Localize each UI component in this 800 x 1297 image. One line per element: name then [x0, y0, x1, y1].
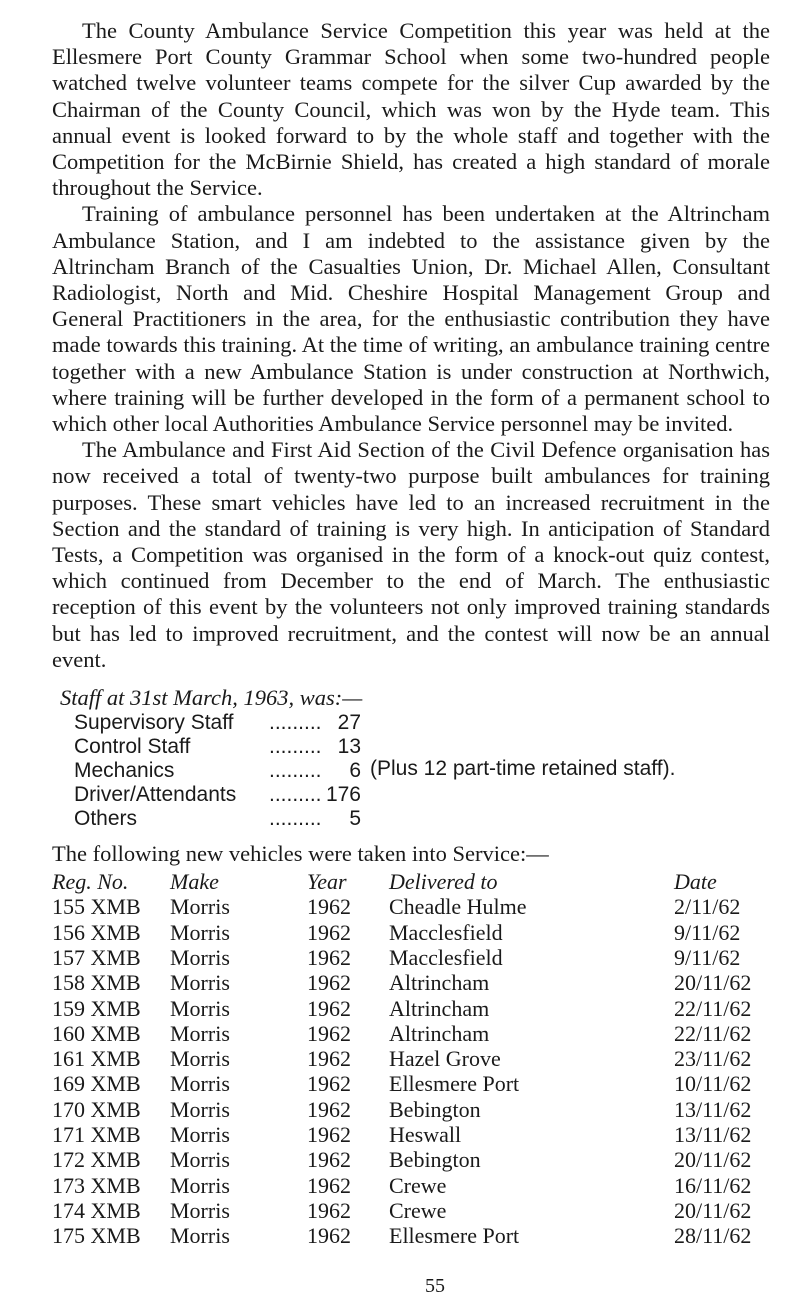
cell-reg-no: 170 XMB [52, 1096, 141, 1122]
cell-date: 20/11/62 [674, 970, 752, 996]
cell-year: 1962 [307, 1223, 351, 1249]
staff-value: 13 [337, 735, 361, 759]
cell-date: 10/11/62 [674, 1071, 752, 1097]
cell-reg-no: 160 XMB [52, 1020, 141, 1046]
leader-dots: ......... [269, 711, 322, 735]
header-delivered-to: Delivered to [389, 869, 498, 895]
cell-make: Morris [170, 919, 230, 945]
leader-dots: ......... [269, 807, 322, 831]
cell-reg-no: 175 XMB [52, 1223, 141, 1249]
cell-date: 13/11/62 [674, 1096, 752, 1122]
paragraph-competition: The County Ambulance Service Competition this year was held at the Ellesmere Port County Grammar School when some two-hundred people watched twelve volunteer teams compete for the silver Cup awarded by the Chairman of the County Council, which was won by the Hyde team. This annual event is looked forward to by the whole staff and together with the Competition for the McBirnie Shield, has created a high standard of morale throughout the Service. [52, 18, 770, 201]
cell-delivered-to: Altrincham [389, 970, 490, 996]
staff-row [74, 807, 770, 831]
staff-label: Others [74, 807, 138, 831]
leader-dots: ......... [269, 759, 322, 783]
table-row [52, 970, 770, 995]
header-year: Year [307, 869, 347, 895]
cell-reg-no: 169 XMB [52, 1071, 141, 1097]
cell-reg-no: 158 XMB [52, 970, 141, 996]
cell-year: 1962 [307, 1197, 351, 1223]
cell-delivered-to: Altrincham [389, 995, 490, 1021]
cell-year: 1962 [307, 1096, 351, 1122]
staff-heading: Staff at 31st March, 1963, was:— [60, 685, 363, 711]
cell-make: Morris [170, 944, 230, 970]
part-time-note: (Plus 12 part-time retained staff). [370, 757, 676, 781]
table-row [52, 894, 770, 919]
table-row [52, 1071, 770, 1096]
table-row [52, 1223, 770, 1248]
cell-date: 9/11/62 [674, 944, 741, 970]
cell-make: Morris [170, 894, 230, 920]
staff-row [74, 735, 770, 759]
vehicles-intro: The following new vehicles were taken into Service:— [52, 841, 549, 867]
leader-dots: ......... [269, 735, 322, 759]
paragraph-civil-defence: The Ambulance and First Aid Section of the Civil Defence organisation has now received a total of twenty-two purpose built ambulances for training purposes. These smart vehicles have led to an increased recruitment in the Section and the standard of training is very high. In anticipation of Standard Tests, a Competition was organised in the form of a knock-out quiz contest, which continued from December to the end of March. The enthusiastic reception of this event by the volunteers not only improved training standards but has led to improved recruitment, and the contest will now be an annual event. [52, 437, 770, 672]
cell-date: 16/11/62 [674, 1172, 752, 1198]
cell-reg-no: 174 XMB [52, 1197, 141, 1223]
cell-reg-no: 173 XMB [52, 1172, 141, 1198]
cell-delivered-to: Crewe [389, 1172, 447, 1198]
cell-year: 1962 [307, 944, 351, 970]
cell-delivered-to: Heswall [389, 1122, 462, 1148]
cell-make: Morris [170, 1122, 230, 1148]
cell-year: 1962 [307, 894, 351, 920]
cell-delivered-to: Bebington [389, 1096, 481, 1122]
staff-row [74, 711, 770, 735]
table-row [52, 1021, 770, 1046]
cell-date: 22/11/62 [674, 995, 752, 1021]
cell-delivered-to: Altrincham [389, 1020, 490, 1046]
cell-make: Morris [170, 1197, 230, 1223]
cell-date: 20/11/62 [674, 1147, 752, 1173]
header-reg-no: Reg. No. [52, 869, 129, 895]
cell-make: Morris [170, 1096, 230, 1122]
cell-delivered-to: Crewe [389, 1197, 447, 1223]
page-number: 55 [425, 1275, 445, 1297]
header-date: Date [674, 869, 717, 895]
cell-year: 1962 [307, 1122, 351, 1148]
cell-delivered-to: Cheadle Hulme [389, 894, 527, 920]
staff-row [74, 783, 770, 807]
table-row [52, 1147, 770, 1172]
cell-make: Morris [170, 1071, 230, 1097]
cell-reg-no: 172 XMB [52, 1147, 141, 1173]
cell-date: 28/11/62 [674, 1223, 752, 1249]
table-row [52, 996, 770, 1021]
table-row [52, 945, 770, 970]
cell-year: 1962 [307, 970, 351, 996]
staff-value: 5 [349, 807, 361, 831]
cell-make: Morris [170, 995, 230, 1021]
cell-delivered-to: Ellesmere Port [389, 1223, 520, 1249]
cell-year: 1962 [307, 1071, 351, 1097]
cell-delivered-to: Bebington [389, 1147, 481, 1173]
cell-make: Morris [170, 970, 230, 996]
cell-reg-no: 159 XMB [52, 995, 141, 1021]
table-row [52, 1122, 770, 1147]
cell-reg-no: 155 XMB [52, 894, 141, 920]
cell-date: 22/11/62 [674, 1020, 752, 1046]
cell-year: 1962 [307, 1020, 351, 1046]
cell-date: 2/11/62 [674, 894, 741, 920]
table-row [52, 1173, 770, 1198]
table-row [52, 1046, 770, 1071]
document-page [52, 18, 770, 1249]
cell-make: Morris [170, 1020, 230, 1046]
staff-value: 27 [337, 711, 361, 735]
staff-label: Supervisory Staff [74, 711, 234, 735]
staff-table [74, 711, 770, 831]
cell-year: 1962 [307, 1147, 351, 1173]
cell-year: 1962 [307, 1046, 351, 1072]
staff-value: 176 [325, 783, 361, 807]
header-make: Make [170, 869, 219, 895]
cell-reg-no: 156 XMB [52, 919, 141, 945]
cell-make: Morris [170, 1223, 230, 1249]
table-row [52, 920, 770, 945]
cell-reg-no: 161 XMB [52, 1046, 141, 1072]
paragraph-training: Training of ambulance personnel has been undertaken at the Altrincham Ambulance Station, and I am indebted to the assistance given by the Altrincham Branch of the Casualties Union, Dr. Michael Allen, Consultant Radiologist, North and Mid. Cheshire Hospital Management Group and General Practitioners in the area, for the enthusiastic contribution they have made towards this training. At the time of writing, an ambulance training centre together with a new Ambulance Station is under construction at Northwich, where training will be further developed in the form of a permanent school to which other local Authorities Ambulance Service personnel may be invited. [52, 201, 770, 437]
vehicles-table [52, 869, 770, 1248]
cell-date: 23/11/62 [674, 1046, 752, 1072]
leader-dots: ......... [269, 783, 322, 807]
cell-reg-no: 171 XMB [52, 1122, 141, 1148]
staff-value: 6 [349, 759, 361, 783]
cell-date: 20/11/62 [674, 1197, 752, 1223]
cell-make: Morris [170, 1147, 230, 1173]
cell-delivered-to: Macclesfield [389, 944, 503, 970]
cell-delivered-to: Ellesmere Port [389, 1071, 520, 1097]
cell-delivered-to: Hazel Grove [389, 1046, 501, 1072]
cell-year: 1962 [307, 1172, 351, 1198]
cell-date: 9/11/62 [674, 919, 741, 945]
cell-make: Morris [170, 1172, 230, 1198]
staff-label: Mechanics [74, 759, 175, 783]
table-row [52, 1097, 770, 1122]
cell-year: 1962 [307, 919, 351, 945]
vehicles-header-row [52, 869, 770, 894]
cell-make: Morris [170, 1046, 230, 1072]
table-row [52, 1198, 770, 1223]
cell-delivered-to: Macclesfield [389, 919, 503, 945]
cell-reg-no: 157 XMB [52, 944, 141, 970]
cell-year: 1962 [307, 995, 351, 1021]
cell-date: 13/11/62 [674, 1122, 752, 1148]
staff-label: Control Staff [74, 735, 191, 759]
staff-label: Driver/Attendants [74, 783, 237, 807]
